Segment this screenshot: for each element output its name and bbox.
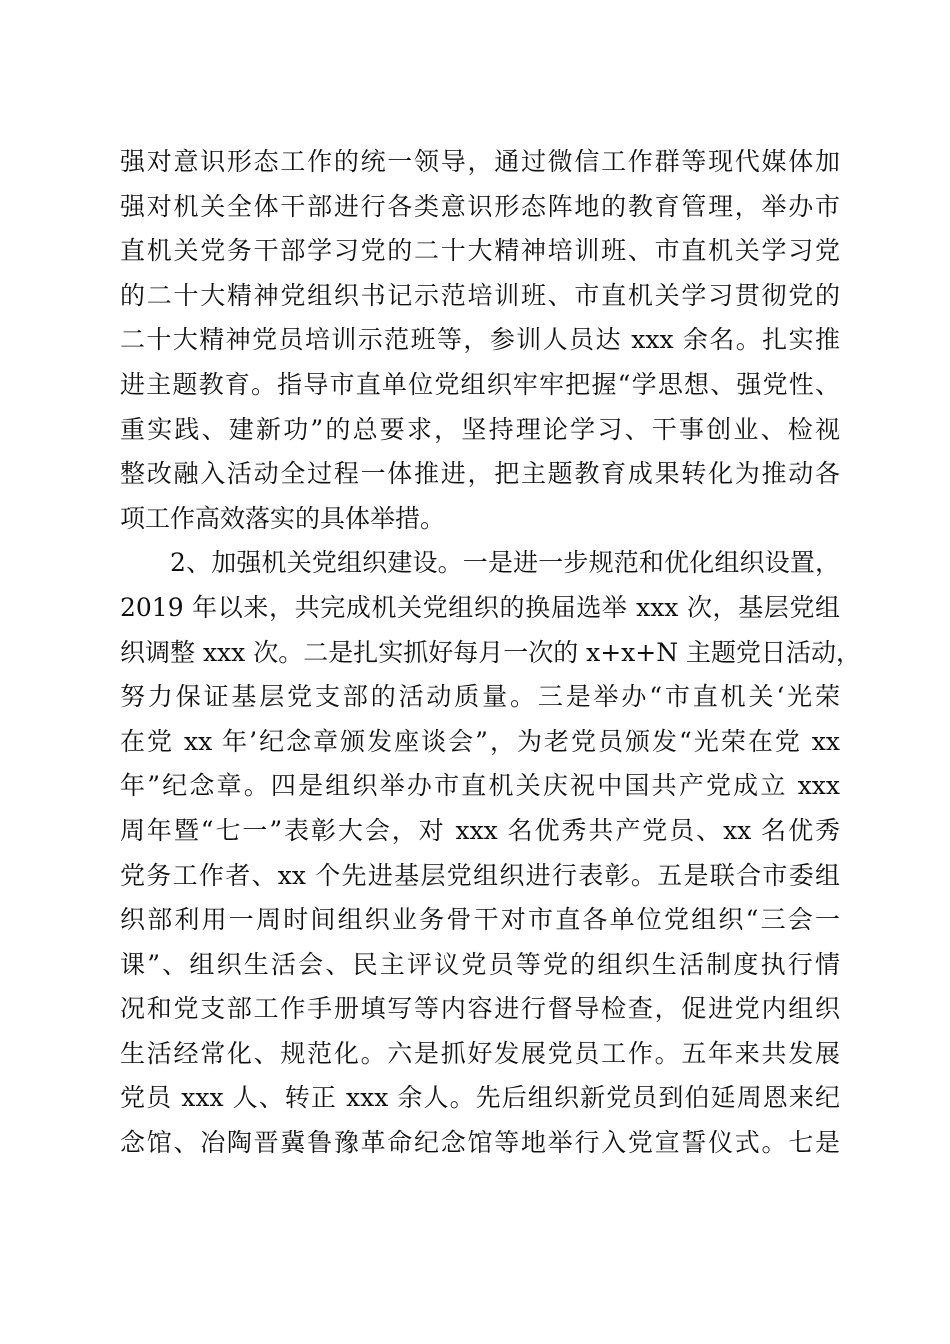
text-line: 年”纪念章。四是组织举办市直机关庆祝中国共产党成立 xxx: [120, 771, 840, 801]
text-line: 整改融入活动全过程一体推进，把主题教育成果转化为推动各: [120, 459, 840, 489]
text-line: 生活经常化、规范化。六是抓好发展党员工作。五年来共发展: [120, 1038, 840, 1068]
text-line: 党员 xxx 人、转正 xxx 余人。先后组织新党员到伯延周恩来纪: [120, 1083, 840, 1113]
text-line: 织部利用一周时间组织业务骨干对市直各单位党组织“三会一: [120, 905, 840, 935]
text-line: 党务工作者、xx 个先进基层党组织进行表彰。五是联合市委组: [120, 860, 840, 890]
text-line: 二十大精神党员培训示范班等，参训人员达 xxx 余名。扎实推: [120, 325, 840, 355]
text-line: 进主题教育。指导市直单位党组织牢牢把握“学思想、强党性、: [120, 369, 840, 399]
text-line: 的二十大精神党组织书记示范培训班、市直机关学习贯彻党的: [120, 280, 840, 310]
text-line: 周年暨“七一”表彰大会，对 xxx 名优秀共产党员、xx 名优秀: [120, 815, 840, 845]
text-line: 强对机关全体干部进行各类意识形态阵地的教育管理，举办市: [120, 191, 840, 221]
paragraph-first-line: 2、加强机关党组织建设。一是进一步规范和优化组织设置，: [170, 548, 840, 578]
text-line: 在党 xx 年’纪念章颁发座谈会”，为老党员颁发“光荣在党 xx: [120, 726, 840, 756]
paragraph-last-line: 项工作高效落实的具体举措。: [120, 503, 446, 533]
document-body: [120, 140, 862, 1166]
text-line: 况和党支部工作手册填写等内容进行督导检查，促进党内组织: [120, 994, 840, 1024]
text-line: 织调整 xxx 次。二是扎实抓好每月一次的 x+x+N 主题党日活动，: [120, 637, 862, 667]
text-line: 2019 年以来，共完成机关党组织的换届选举 xxx 次，基层党组: [120, 592, 840, 622]
text-line: 重实践、建新功”的总要求，坚持理论学习、干事创业、检视: [120, 414, 840, 444]
text-line: 努力保证基层党支部的活动质量。三是举办“市直机关‘光荣: [120, 682, 840, 712]
text-line: 课”、组织生活会、民主评议党员等党的组织生活制度执行情: [120, 949, 840, 979]
text-line: 直机关党务干部学习党的二十大精神培训班、市直机关学习党: [120, 236, 840, 266]
text-line: 念馆、冶陶晋冀鲁豫革命纪念馆等地举行入党宣誓仪式。七是: [120, 1128, 840, 1158]
text-line: 强对意识形态工作的统一领导，通过微信工作群等现代媒体加: [120, 147, 840, 176]
